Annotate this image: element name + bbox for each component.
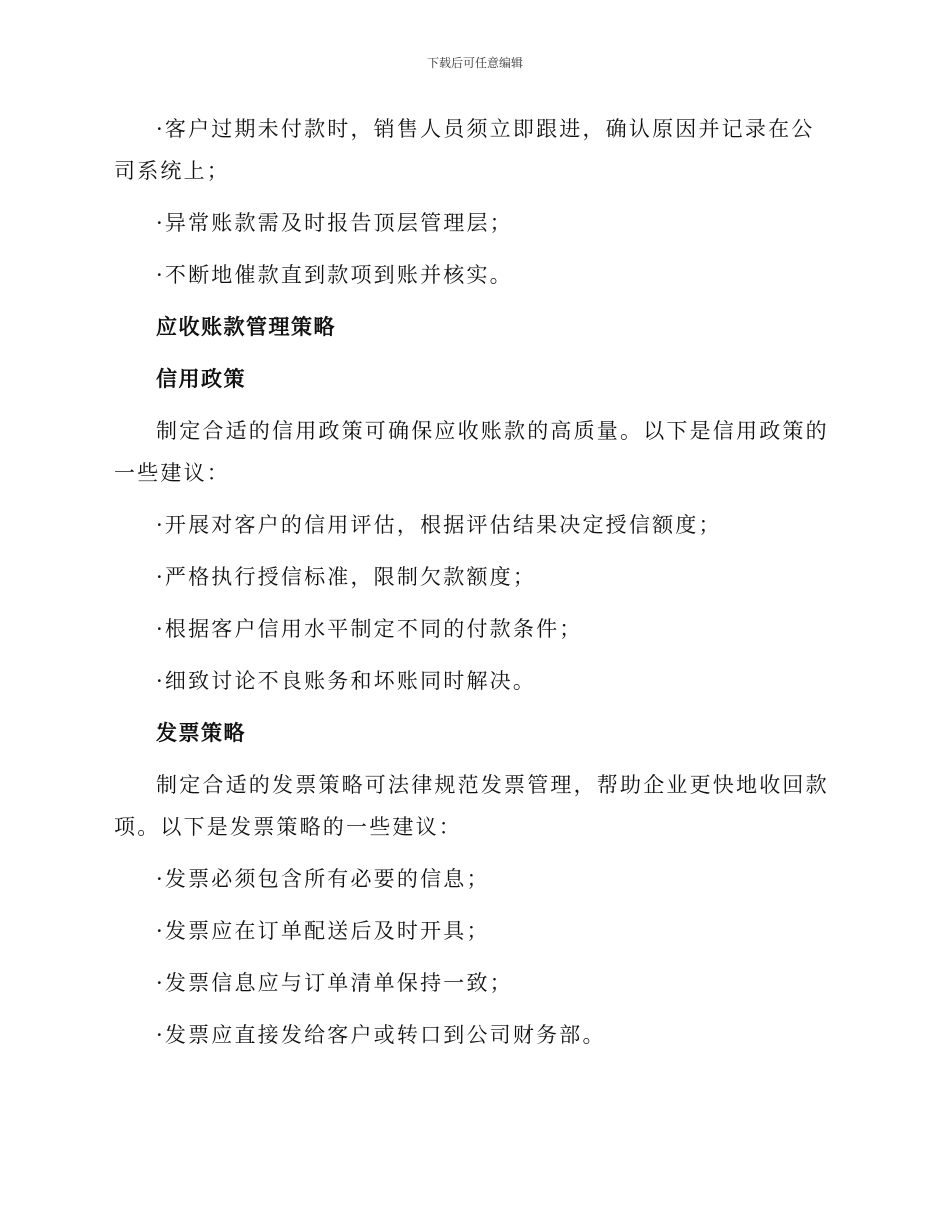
section-heading-ar-strategy: 应收账款管理策略 bbox=[156, 315, 336, 339]
paragraph-invoice-intro: 制定合适的发票策略可法律规范发票管理，帮助企业更快地收回款项。以下是发票策略的一些建议： bbox=[114, 773, 829, 839]
document-body bbox=[114, 108, 836, 1066]
bullet-bad-debt: ·细致讨论不良账务和坏账同时解决。 bbox=[156, 669, 537, 693]
subsection-heading-credit-policy: 信用政策 bbox=[156, 367, 246, 391]
bullet-credit-evaluation: ·开展对客户的信用评估，根据评估结果决定授信额度； bbox=[156, 513, 722, 537]
bullet-invoice-delivery: ·发票应直接发给客户或转口到公司财务部。 bbox=[156, 1023, 606, 1047]
bullet-overdue-followup: ·客户过期未付款时，销售人员须立即跟进，确认原因并记录在公司系统上； bbox=[114, 117, 815, 183]
bullet-invoice-info: ·发票必须包含所有必要的信息； bbox=[156, 867, 490, 891]
paragraph-credit-policy-intro: 制定合适的信用政策可确保应收账款的高质量。以下是信用政策的一些建议： bbox=[114, 419, 829, 485]
page-header: 下载后可任意编辑 bbox=[426, 56, 523, 70]
bullet-strict-credit-standard: ·严格执行授信标准，限制欠款额度； bbox=[156, 565, 537, 589]
bullet-invoice-consistent: ·发票信息应与订单清单保持一致； bbox=[156, 971, 513, 995]
bullet-invoice-timely: ·发票应在订单配送后及时开具； bbox=[156, 919, 490, 943]
subsection-heading-invoice-strategy: 发票策略 bbox=[156, 721, 246, 745]
bullet-report-abnormal: ·异常账款需及时报告顶层管理层； bbox=[156, 211, 513, 235]
bullet-keep-collecting: ·不断地催款直到款项到账并核实。 bbox=[156, 263, 513, 287]
bullet-payment-terms: ·根据客户信用水平制定不同的付款条件； bbox=[156, 617, 583, 641]
